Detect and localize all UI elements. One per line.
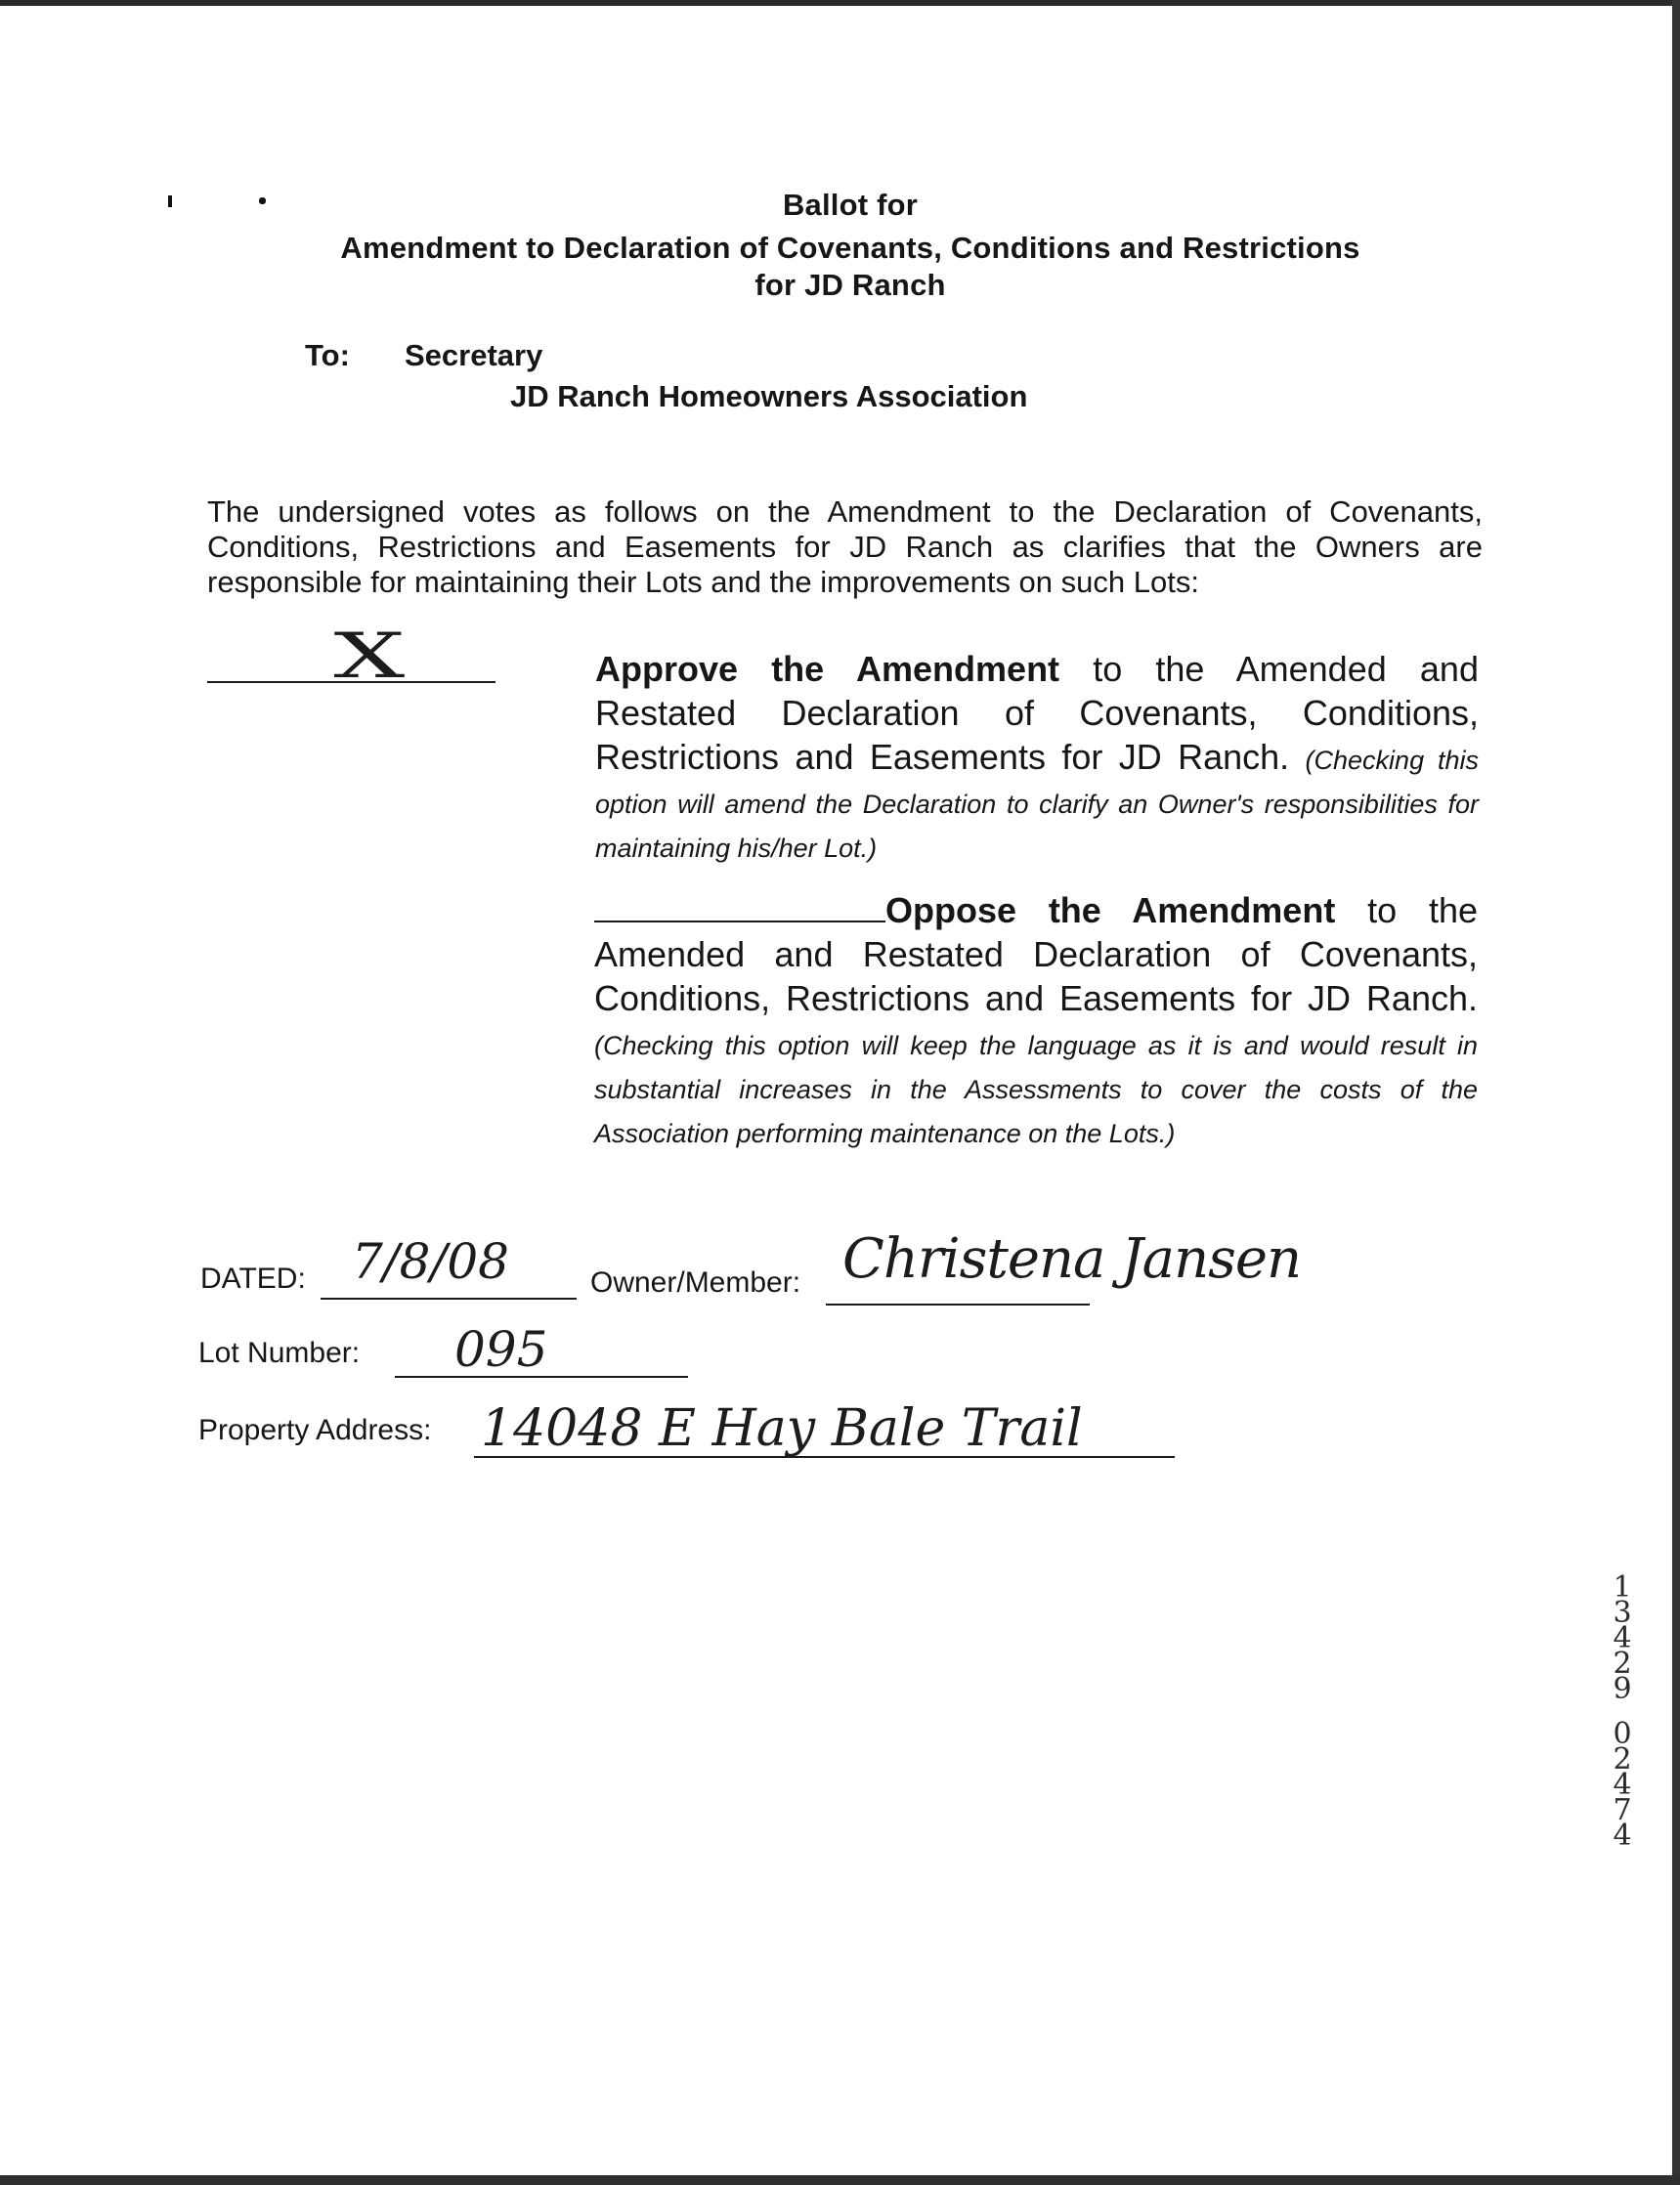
oppose-option: [594, 885, 1478, 1152]
dated-value: 7/8/08: [352, 1233, 509, 1290]
intro-paragraph: The undersigned votes as follows on the Amendment to the Declaration of Covenants, Conditions, Restrictions and Easements for JD Ranch as clarifies that the Owners are responsible for maintaining their Lots and the improvements on such Lots:: [207, 494, 1483, 599]
document-stamp-number: [1608, 1570, 1637, 1853]
stamp-digit: 9: [1613, 1672, 1632, 1706]
approve-note: (Checking this option will amend the Declaration to clarify an Owner's responsibilities for maintaining his/her Lot.): [595, 746, 1479, 863]
dated-label: DATED:: [200, 1263, 306, 1295]
lot-number-value: 095: [454, 1321, 548, 1378]
ballot-title-line1: Ballot for: [782, 188, 919, 222]
stamp-digit: 7: [1613, 1793, 1632, 1827]
approve-heading: Approve the Amendment: [595, 649, 1060, 689]
scan-edge-top: [0, 0, 1680, 6]
oppose-vote-line[interactable]: [594, 885, 885, 922]
stamp-digit: 4: [1613, 1768, 1632, 1802]
scan-edge-bottom: [0, 2175, 1680, 2185]
ballot-title-line3: for JD Ranch: [754, 268, 946, 302]
scan-edge-right: [1672, 0, 1680, 2185]
to-recipient: Secretary: [405, 338, 543, 372]
property-address-label: Property Address:: [198, 1414, 432, 1446]
stamp-digit: 3: [1613, 1596, 1632, 1630]
approve-vote-mark: X: [333, 621, 406, 693]
stamp-digit: 4: [1613, 1621, 1632, 1655]
owner-signature: Christena Jansen: [842, 1227, 1302, 1291]
approve-option: [595, 647, 1479, 867]
to-organization: JD Ranch Homeowners Association: [510, 379, 1028, 413]
oppose-text: to the Amended and Restated Declaration of Covenants, Conditions, Restrictions and Easements for JD Ranch.: [594, 890, 1478, 1018]
approve-text: to the Amended and Restated Declaration of Covenants, Conditions, Restrictions and Easements for JD Ranch.: [595, 649, 1479, 777]
owner-label: Owner/Member:: [590, 1266, 801, 1299]
stamp-digit: 1: [1613, 1570, 1632, 1605]
ballot-title-line2: Amendment to Declaration of Covenants, Conditions and Restrictions: [340, 231, 1360, 265]
stamp-digit: 4: [1613, 1819, 1632, 1853]
lot-number-label: Lot Number:: [198, 1337, 361, 1369]
oppose-heading: Oppose the Amendment: [885, 890, 1336, 930]
stamp-digit: 2: [1613, 1647, 1632, 1681]
stamp-digit: 0: [1613, 1717, 1632, 1751]
property-address-value: 14048 E Hay Bale Trail: [481, 1399, 1083, 1458]
oppose-note: (Checking this option will keep the language as it is and would result in substantial increases in the Assessments to cover the costs of the Association performing maintenance on the Lots.): [594, 1031, 1478, 1148]
dated-line[interactable]: [321, 1298, 577, 1300]
owner-line[interactable]: [826, 1304, 1090, 1306]
stamp-digit: 2: [1613, 1742, 1632, 1777]
to-label: To:: [305, 338, 350, 372]
